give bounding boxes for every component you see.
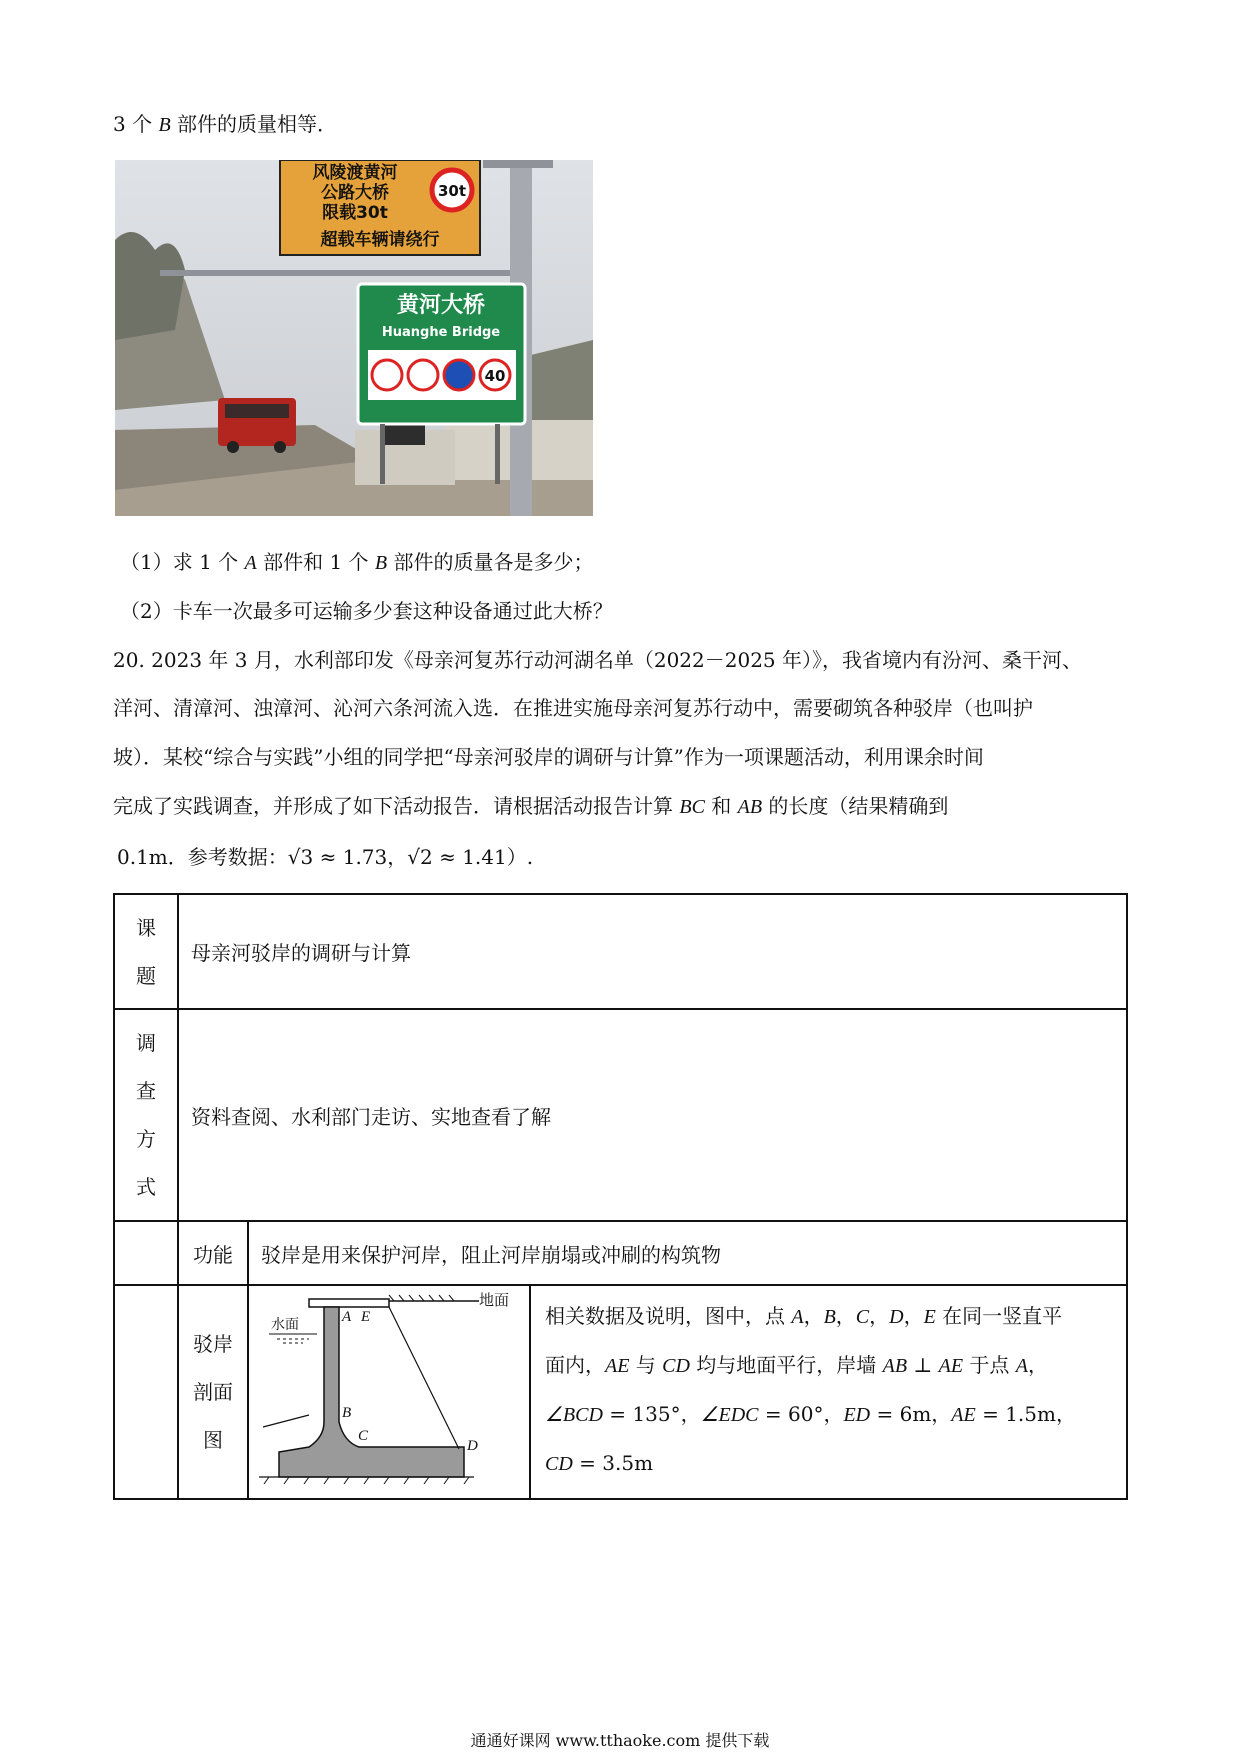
point-E-label: E xyxy=(361,1309,371,1325)
bridge-name-en: Huanghe Bridge xyxy=(381,325,501,340)
weight-limit-label: 30t xyxy=(437,182,467,200)
function-label: 功能 xyxy=(178,1221,248,1285)
point-A-label: A xyxy=(342,1309,352,1325)
revetment-section-figure xyxy=(248,1285,530,1499)
point-B-label: B xyxy=(342,1405,352,1421)
question-2: （2）卡车一次最多可运输多少套这种设备通过此大桥？ xyxy=(120,599,613,623)
topic-value: 母亲河驳岸的调研与计算 xyxy=(178,894,1127,1009)
problem-20-line: 0.1m．参考数据：√3 ≈ 1.73，√2 ≈ 1.41）. xyxy=(117,845,534,869)
method-value: 资料查阅、水利部门走访、实地查看了解 xyxy=(178,1009,1127,1221)
method-label: 调查方式 xyxy=(114,1009,178,1221)
section-label: 驳岸剖面图 xyxy=(178,1285,248,1499)
water-label: 水面 xyxy=(271,1317,299,1333)
point-C-label: C xyxy=(358,1428,369,1444)
no-uturn-icon xyxy=(372,360,402,390)
bridge-name-cn: 黄河大桥 xyxy=(396,293,486,318)
point-D-label: D xyxy=(467,1438,478,1454)
question-1: （1）求 1 个 A 部件和 1 个 B 部件的质量各是多少； xyxy=(120,550,594,574)
topic-label: 课题 xyxy=(114,894,178,1009)
section-description: 相关数据及说明，图中，点 A，B，C，D，E 在同一竖直平 面内，AE 与 CD 均与地面平行，岸墙 AB ⊥ AE 于点 A， ∠BCD = 135°，∠EDC = 60°，ED = 6m，AE = 1.5m， CD = 3.5m xyxy=(530,1285,1127,1499)
sign-line: 限载30t xyxy=(322,203,388,223)
problem-20-line: 坡）．某校“综合与实践”小组的同学把“母亲河驳岸的调研与计算”作为一项课题活动，利用课余时间 xyxy=(113,745,984,769)
sign-line: 公路大桥 xyxy=(321,183,389,203)
sign-line: 超载车辆请绕行 xyxy=(320,230,440,250)
no-left-turn-icon xyxy=(408,360,438,390)
no-parking-icon xyxy=(444,360,474,390)
problem-20-line: 洋河、清漳河、浊漳河、沁河六条河流入选．在推进实施母亲河复苏行动中，需要砌筑各种驳岸（也叫护 xyxy=(113,696,1033,720)
ground-label: 地面 xyxy=(479,1291,510,1309)
page-footer: 通通好课网 www.tthaoke.com 提供下载 xyxy=(470,1731,770,1750)
function-value: 驳岸是用来保护河岸，阻止河岸崩塌或冲刷的构筑物 xyxy=(248,1221,1127,1285)
problem-20-line: 完成了实践调查，并形成了如下活动报告．请根据活动报告计算 BC 和 AB 的长度（结果精确到 xyxy=(113,794,949,818)
activity-report-table xyxy=(113,893,1128,1500)
bridge-sign-photo xyxy=(115,160,593,516)
speed-limit-label: 40 xyxy=(484,367,506,385)
sign-line: 风陵渡黄河 xyxy=(312,163,398,183)
text-line: 3 个 B 部件的质量相等． xyxy=(113,112,338,136)
problem-20-line: 20. 2023 年 3 月，水利部印发《母亲河复苏行动河湖名单（2022－2025 年）》，我省境内有汾河、桑干河、 xyxy=(113,648,1083,672)
